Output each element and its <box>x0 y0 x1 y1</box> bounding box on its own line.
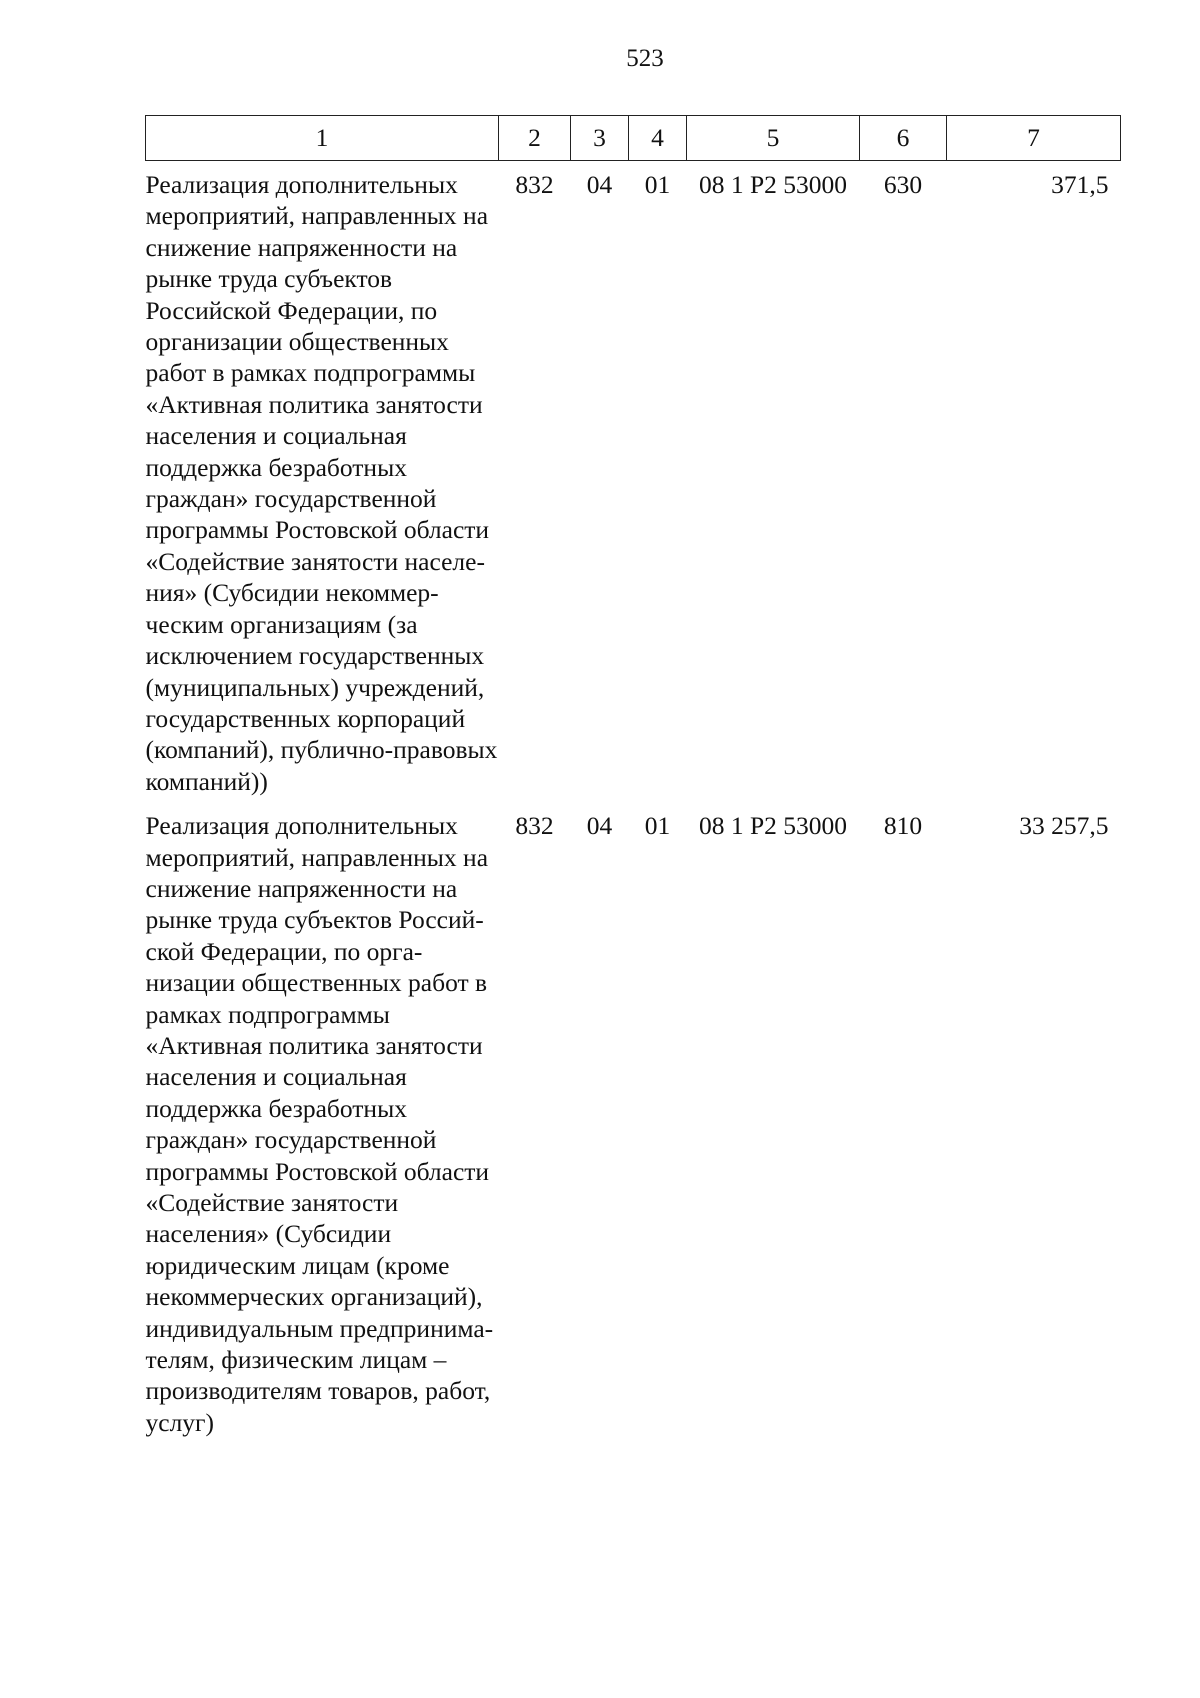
column-header-2: 2 <box>499 116 571 161</box>
table-body <box>146 161 1121 1439</box>
table-row <box>146 797 1121 1438</box>
column-header-7: 7 <box>947 116 1121 161</box>
row-name-cell <box>146 797 499 1438</box>
cell-c5: 08 1 P2 53000 <box>698 170 848 199</box>
row-name-cell <box>146 161 499 798</box>
table-row <box>146 161 1121 798</box>
row-name-text: Реализация дополнительных мероприятий, направленных на снижение напряженности на рынке труда субъектов Российской Федерации, по организации общественных работ в рамках подпрограммы «Активная политика занятости населения и социальная поддержка безработных граждан» государственной программы Ростовской области «Содействие занятости населения» (Субсидии некоммерческим организациям (за исключением государственных (муниципальных) учреждений, государственных корпораций (компаний), публично-правовых компаний)) <box>145 170 498 796</box>
cell-c6: 810 <box>883 811 923 841</box>
cell-c4: 01 <box>644 811 671 841</box>
column-header-5: 5 <box>687 116 860 161</box>
cell-c7: 33 257,5 <box>1019 811 1109 841</box>
cell-c2: 832 <box>515 811 554 841</box>
budget-table <box>145 115 1121 1438</box>
cell-c3: 04 <box>586 811 613 841</box>
row-name-text: Реализация дополнительных мероприятий, направленных на снижение напряженности на рынке труда субъектов Российской Федерации, по организации общественных работ в рамках подпрограммы «Активная политика занятости населения и социальная поддержка безработных граждан» государственной программы Ростовской области «Содействие занятости населения» (Субсидии юридическим лицам (кроме некоммерческих организаций), индивидуальным предпринимателям, физическим лицам – производителям товаров, работ, услуг) <box>145 811 494 1437</box>
cell-c4: 01 <box>644 170 671 199</box>
page-number: 523 <box>626 45 664 72</box>
column-header-4: 4 <box>629 116 687 161</box>
cell-c5: 08 1 P2 53000 <box>698 811 848 841</box>
cell-c2: 832 <box>515 170 554 199</box>
cell-c3: 04 <box>586 170 613 199</box>
cell-c6: 630 <box>883 170 923 199</box>
column-header-3: 3 <box>571 116 629 161</box>
cell-c7: 371,5 <box>1051 170 1109 199</box>
table-header <box>146 116 1121 161</box>
column-header-1: 1 <box>146 116 499 161</box>
column-header-6: 6 <box>860 116 947 161</box>
header-row <box>146 116 1121 161</box>
